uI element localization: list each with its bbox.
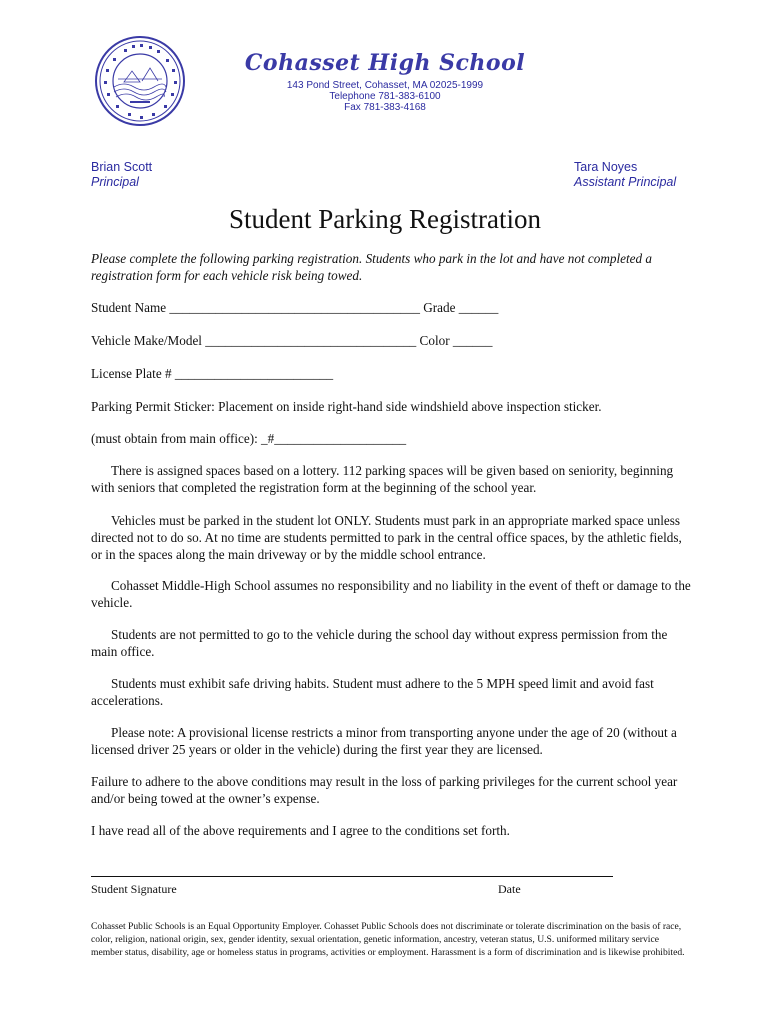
rule-paragraph: Students are not permitted to go to the vehicle during the school day without express permission from the main office. [91,627,668,659]
rule-paragraph: Please note: A provisional license restricts a minor from transporting anyone under the age of 20 (without a licensed driver 25 years or older in the vehicle) during the first year they are licensed. [91,725,677,757]
equal-opportunity-footer: Cohasset Public Schools is an Equal Opportunity Employer. Cohasset Public Schools does not discriminate or tolerate discrimination on the basis of race, color, religion, national origin, sex, gender identity, sexual orientation, genetic information, ancestry, veteran status, U.S. uniformed military service member status, disability, age or homeless status in programs, activities or employment. Harassment is a form of discrimination and is likewise prohibited. [91,921,685,958]
permit-sticker-text: Parking Permit Sticker: Placement on inside right-hand side windshield above inspection sticker. [91,399,602,414]
town-seal-icon [94,35,186,127]
signature-line [91,868,613,877]
agreement-text: I have read all of the above requirements and I agree to the conditions set forth. [91,823,510,838]
student-name-field: Student Name ______________________________________ Grade ______ [91,300,499,315]
rule-paragraph: There is assigned spaces based on a lottery. 112 parking spaces will be given based on seniority, beginning with seniors that completed the registration form at the beginning of the school year. [91,463,674,495]
principal-name: Brian Scott [91,160,153,174]
vehicle-field: Vehicle Make/Model ________________________________ Color ______ [91,333,493,348]
page-title: Student Parking Registration [229,204,541,234]
school-address: 143 Pond Street, Cohasset, MA 02025-1999 [286,80,484,91]
rule-paragraph: Vehicles must be parked in the student lot ONLY. Students must park in an appropriate marked space unless directed not to do so. At no time are students permitted to park in the central office spaces, by the athletic fields, or in the spaces along the main driveway or by the middle school entrance. [91,513,682,562]
school-name: Cohasset High School [244,50,526,76]
permit-number-field: (must obtain from main office): _#____________________ [91,431,407,446]
signature-label: Student Signature [91,882,177,896]
intro-text: Please complete the following parking registration. Students who park in the lot and have not completed a registration form for each vehicle risk being towed. [91,251,652,283]
school-telephone: Telephone 781-383-6100 [329,91,441,102]
rule-paragraph: Cohasset Middle-High School assumes no responsibility and no liability in the event of theft or damage to the vehicle. [91,578,691,610]
failure-text: Failure to adhere to the above conditions may result in the loss of parking privileges for the current school year and/or being towed at the owner’s expense. [91,774,678,806]
assistant-principal-title: Assistant Principal [574,175,677,189]
school-fax: Fax 781-383-4168 [344,102,426,113]
license-plate-field: License Plate # ________________________ [91,366,334,381]
date-label: Date [498,882,521,896]
principal-title: Principal [91,175,139,189]
rule-paragraph: Students must exhibit safe driving habits. Student must adhere to the 5 MPH speed limit and avoid fast accelerations. [91,676,654,708]
assistant-principal-name: Tara Noyes [574,160,638,174]
